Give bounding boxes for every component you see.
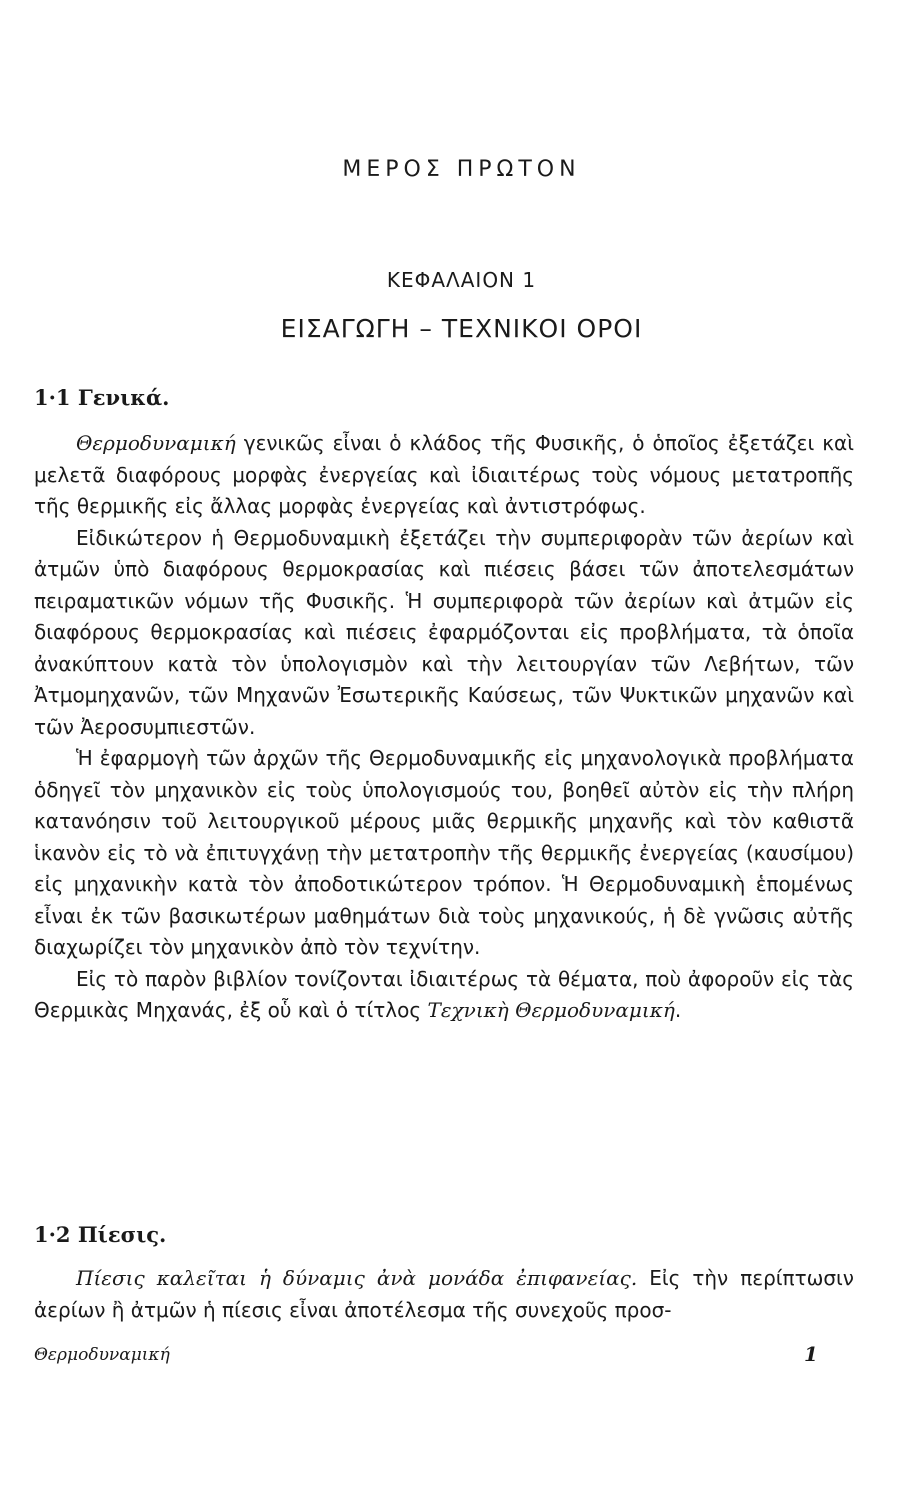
section-heading-pressure: 1·2 Πίεσις. [34,1222,167,1247]
running-title: Θερμοδυναμική [34,1345,170,1365]
paragraph-text: Εἰδικώτερον ἡ Θερμοδυναμικὴ ἐξετάζει τὴν συμπεριφορὰν τῶν ἀερίων καὶ ἀτμῶν ὑπὸ διαφόρους θερμοκρασίας καὶ πιέσεις βάσει τῶν ἀποτελεσμάτων πειραματικῶν νόμων τῆς Φυσικῆς. Ἡ συμπεριφορὰ τῶν ἀερίων καὶ ἀτμῶν εἰς διαφόρους θερμοκρασίας καὶ πιέσεις ἐφαρμόζονται εἰς προβλήματα, τὰ ὁποῖα ἀνακύπτουν κατὰ τὸν ὑπολογισμὸν καὶ τὴν λειτουργίαν τῶν Λεβήτων, τῶν Ἀτμομηχανῶν, τῶν Μηχανῶν Ἐσωτερικῆς Καύσεως, τῶν Ψυκτικῶν μηχανῶν καὶ τῶν Ἀεροσυμπιεστῶν. [34,525,854,739]
chapter-label: ΚΕΦΑΛΑΙΟΝ 1 [386,268,537,292]
page-number: 1 [804,1342,818,1366]
paragraph-end-text: . [674,998,682,1022]
paragraph-text: Εἰς τὸ παρὸν βιβλίον τονίζονται ἰδιαιτέρως τὰ θέματα, ποὺ ἀφοροῦν εἰς τὰς Θερμικὰς Μηχανάς, ἐξ οὗ καὶ ὁ τίτλος [34,966,854,1022]
paragraph-text: γενικῶς εἶναι ὁ κλάδος τῆς Φυσικῆς, ὁ ὁποῖος ἐξετάζει καὶ μελετᾶ διαφόρους μορφὰς ἐνεργείας καὶ ἰδιαιτέρως τοὺς νόμους μετατροπῆς τῆς θερμικῆς εἰς ἄλλας μορφὰς ἐνεργείας καὶ ἀντιστρόφως. [34,431,854,518]
section-heading-general: 1·1 Γενικά. [34,385,170,410]
section-pressure-body [34,1263,854,1326]
paragraph-text: Ἡ ἐφαρμογὴ τῶν ἀρχῶν τῆς Θερμοδυναμικῆς εἰς μηχανολογικὰ προβλήματα ὁδηγεῖ τὸν μηχανικὸν εἰς τοὺς ὑπολογισμούς του, βοηθεῖ αὐτὸν εἰς τὴν πλήρη κατανόησιν τοῦ λειτουργικοῦ μέρους μιᾶς θερμικῆς μηχανῆς καὶ τὸν καθιστᾶ ἱκανὸν εἰς τὸ νὰ ἐπιτυγχάνῃ τὴν μετατροπὴν τῆς θερμικῆς ἐνεργείας (καυσίμου) εἰς μηχανικὴν κατὰ τὸν ἀποδοτικώτερον τρόπον. Ἡ Θερμοδυναμικὴ ἑπομένως εἶναι ἐκ τῶν βασικωτέρων μαθημάτων διὰ τοὺς μηχανικούς, ἡ δὲ γνῶσις αὐτῆς διαχωρίζει τὸν μηχανικὸν ἀπὸ τὸν τεχνίτην. [34,746,854,959]
paragraph [34,1263,854,1326]
part-title: ΜΕΡΟΣ ΠΡΩΤΟΝ [342,157,581,182]
italic-definition: Πίεσις καλεῖται ἡ δύναμις ἀνὰ μονάδα ἐπιφανείας. [76,1266,638,1290]
italic-term: Θερμοδυναμική [76,431,236,455]
italic-book-title: Τεχνικὴ Θερμοδυναμική [427,998,675,1022]
paragraph [34,743,854,964]
section-general-body [34,428,854,1027]
paragraph [34,964,854,1027]
paragraph-text: Εἰς τὴν περίπτωσιν ἀερίων ἢ ἀτμῶν ἡ πίεσις εἶναι ἀποτέλεσμα τῆς συνεχοῦς προσ- [34,1266,854,1322]
paragraph [34,523,854,744]
paragraph [34,428,854,523]
chapter-title: ΕΙΣΑΓΩΓΗ – ΤΕΧΝΙΚΟΙ ΟΡΟΙ [280,314,643,343]
